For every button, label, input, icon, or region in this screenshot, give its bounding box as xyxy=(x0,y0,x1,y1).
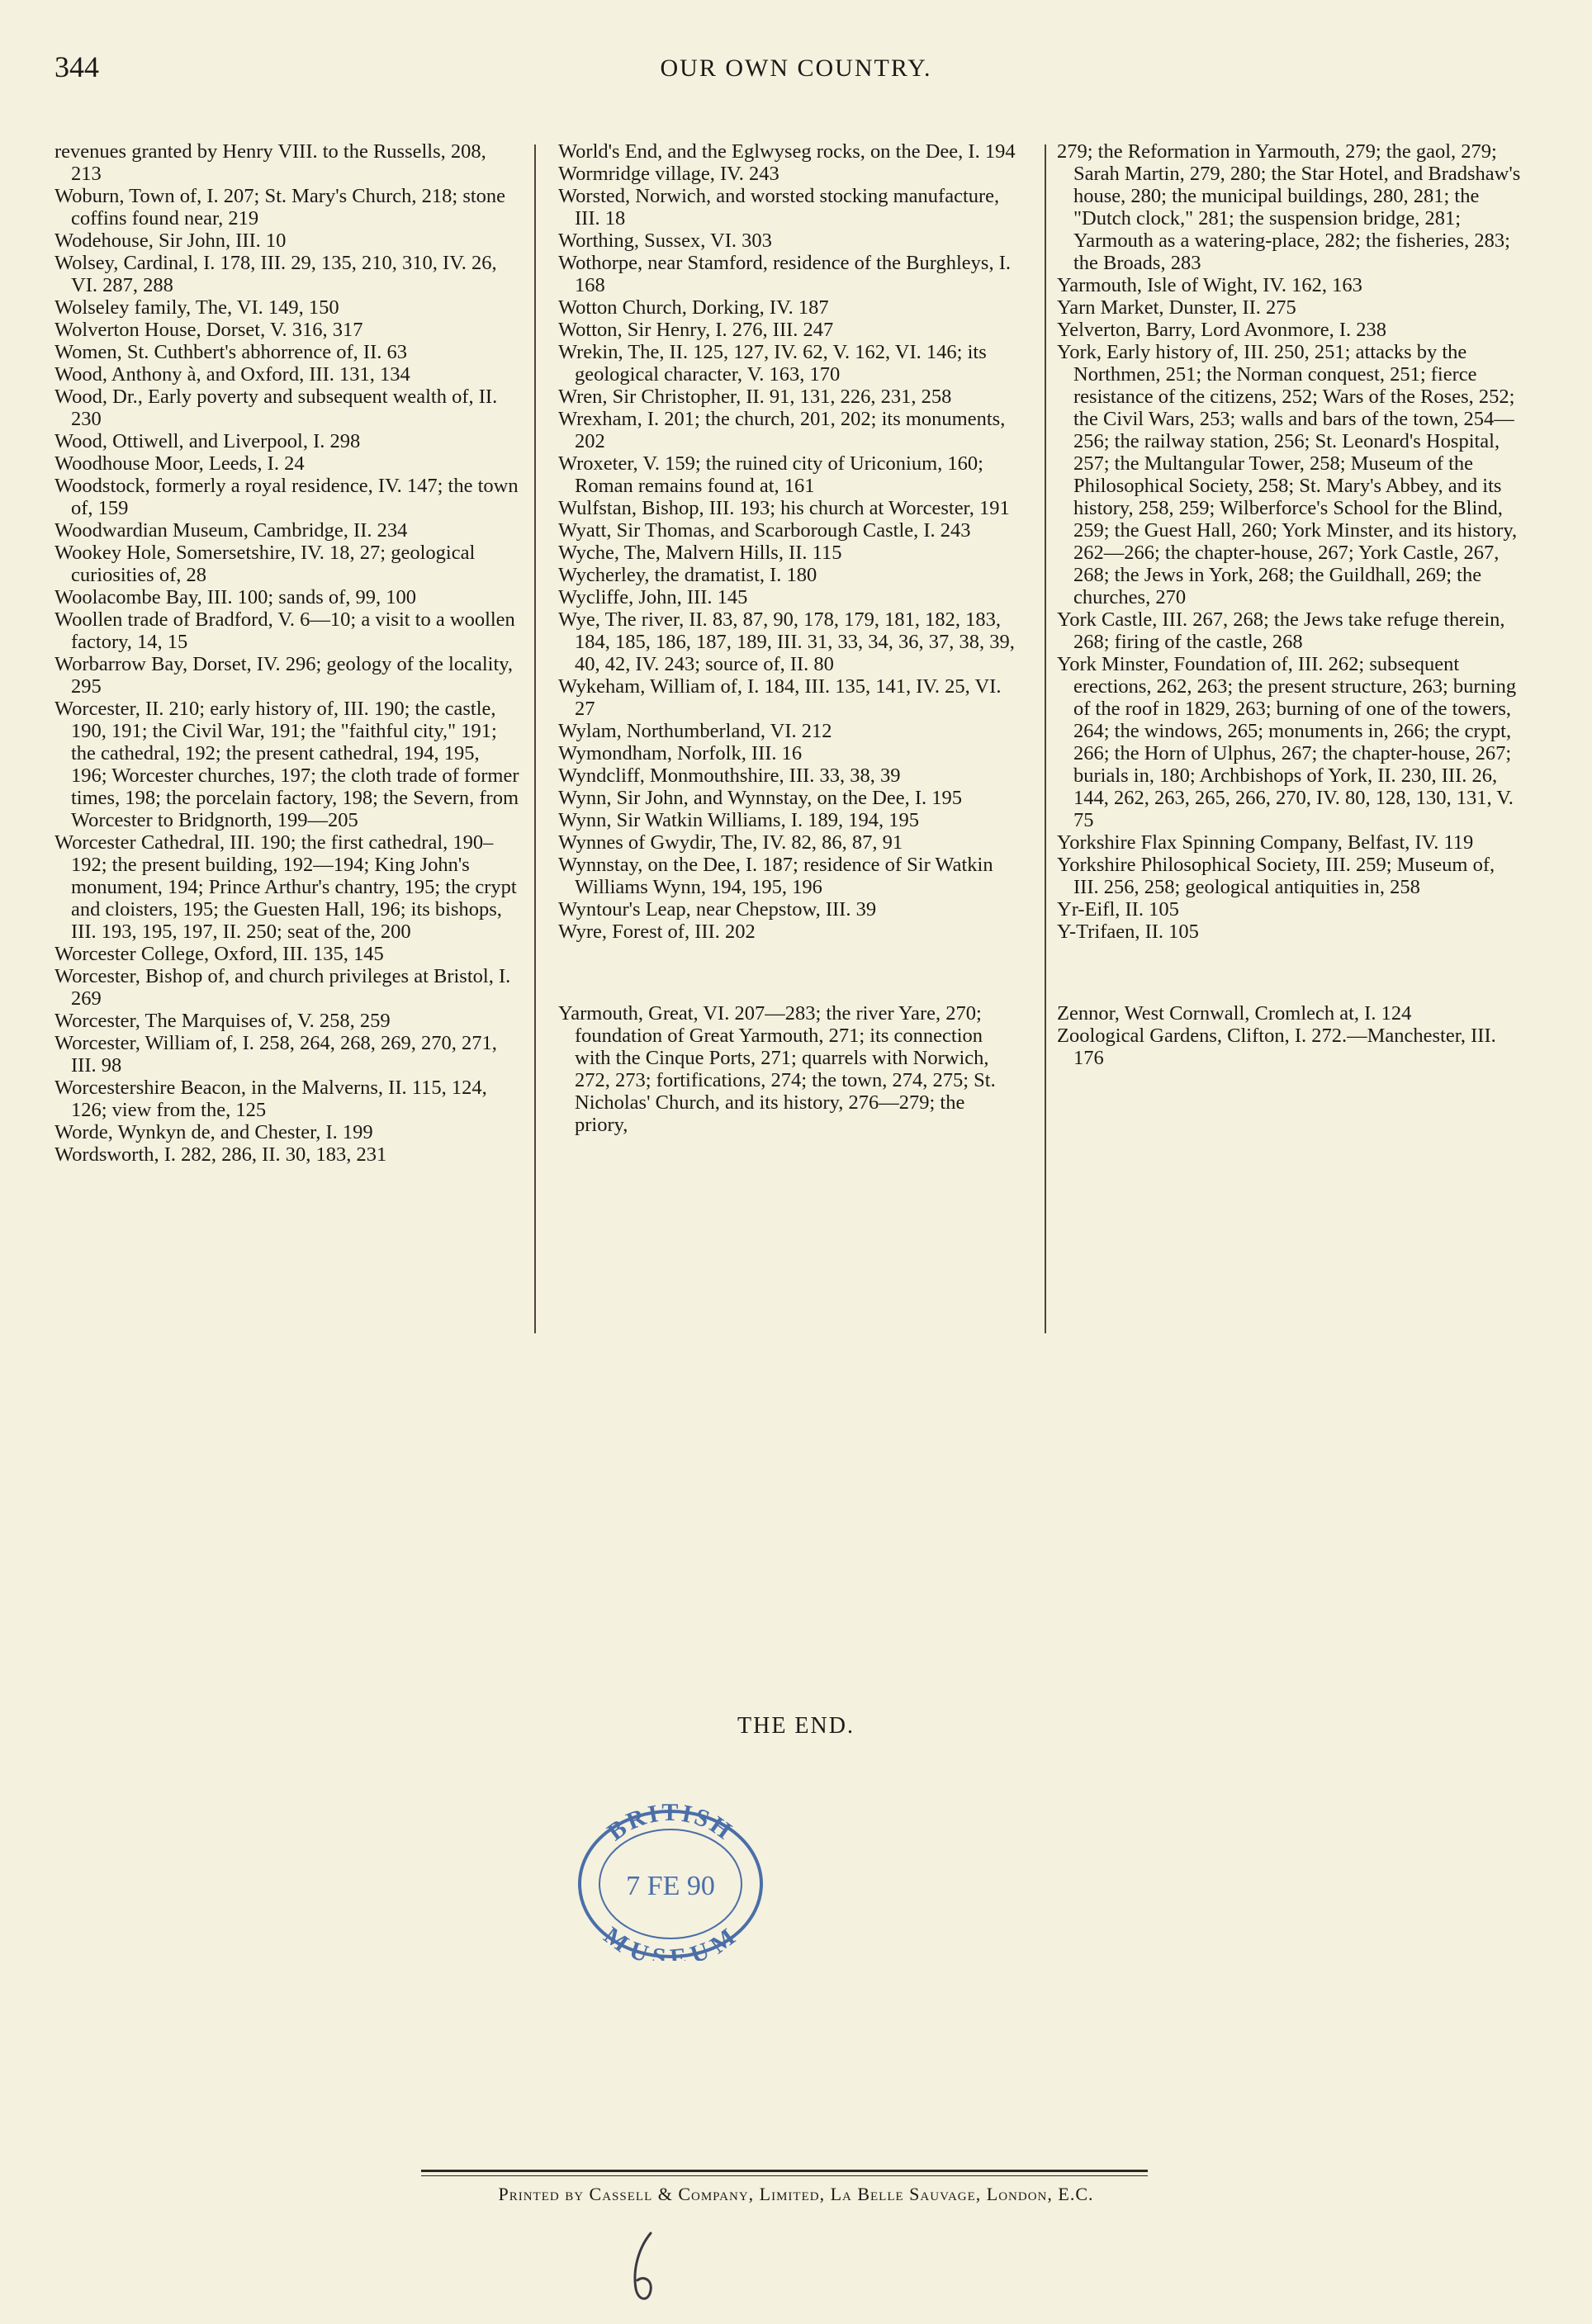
index-entry: Wyndcliff, Monmouthshire, III. 33, 38, 39 xyxy=(558,764,901,787)
index-entry: Wynnstay, on the Dee, I. 187; residence of Sir Watkin Williams Wynn, 194, 195, 196 xyxy=(558,854,993,898)
index-entry: World's End, and the Eglwyseg rocks, on the Dee, I. 194 xyxy=(558,140,1016,163)
index-entry: Yarmouth, Isle of Wight, IV. 162, 163 xyxy=(1057,274,1362,296)
index-entry: Woodhouse Moor, Leeds, I. 24 xyxy=(54,452,305,475)
index-entry: Wroxeter, V. 159; the ruined city of Uriconium, 160; Roman remains found at, 161 xyxy=(558,452,983,497)
index-entry: Woollen trade of Bradford, V. 6—10; a visit to a woollen factory, 14, 15 xyxy=(54,608,515,653)
index-entry: Women, St. Cuthbert's abhorrence of, II. 63 xyxy=(54,341,408,363)
index-entry: Worthing, Sussex, VI. 303 xyxy=(558,230,772,252)
index-entry: Wulfstan, Bishop, III. 193; his church at Worcester, 191 xyxy=(558,497,1010,519)
index-entry: Wodehouse, Sir John, III. 10 xyxy=(54,230,287,252)
stamp-top-text: BRITISH xyxy=(602,1804,739,1847)
imprint-rule-thin xyxy=(421,2175,1148,2176)
index-entry: Yelverton, Barry, Lord Avonmore, I. 238 xyxy=(1057,319,1386,341)
index-entry: revenues granted by Henry VIII. to the Russells, 208, 213 xyxy=(54,140,486,185)
index-entry: Yarmouth, Great, VI. 207—283; the river Yare, 270; foundation of Great Yarmouth, 271; its connection with the Cinque Ports, 271; quarrels with Norwich, 272, 273; fortifications, 274; the town, 274, 275; St. Nicholas' Church, and its history, 276—279; the priory, xyxy=(558,1002,996,1136)
stamp-top-text-group xyxy=(603,1804,739,1846)
index-entry: Worcester, II. 210; early history of, III. 190; the castle, 190, 191; the Civil War, 191; the "faithful city," 191; the cathedral, 192; the present cathedral, 194, 195, 196; Worcester churches, 197; the cloth trade of former times, 198; the porcelain factory, 198; the Severn, from Worcester to Bridgnorth, 199—205 xyxy=(54,698,519,831)
british-museum-stamp xyxy=(571,1804,770,1965)
index-entry: Zennor, West Cornwall, Cromlech at, I. 124 xyxy=(1057,1002,1412,1025)
index-entry: Worsted, Norwich, and worsted stocking manufacture, III. 18 xyxy=(558,185,1000,230)
index-entry: Woodstock, formerly a royal residence, IV. 147; the town of, 159 xyxy=(54,475,519,519)
index-entry: Wood, Dr., Early poverty and subsequent wealth of, II. 230 xyxy=(54,386,498,430)
section-gap-z xyxy=(1057,943,1521,1002)
index-entry: Worbarrow Bay, Dorset, IV. 296; geology of the locality, 295 xyxy=(54,653,514,698)
index-column-1 xyxy=(54,140,520,1166)
index-entry: Yorkshire Flax Spinning Company, Belfast, IV. 119 xyxy=(1057,831,1474,854)
column-rule-right xyxy=(1045,144,1046,1333)
index-entry: Wotton, Sir Henry, I. 276, III. 247 xyxy=(558,319,834,341)
running-head: OUR OWN COUNTRY. xyxy=(660,54,932,82)
stamp-bottom-text: MUSEUM xyxy=(599,1921,742,1961)
index-column-2 xyxy=(558,140,1021,1136)
index-entry: Wynnes of Gwydir, The, IV. 82, 86, 87, 91 xyxy=(558,831,903,854)
section-gap-y xyxy=(558,943,1021,1002)
index-entry: Wolverton House, Dorset, V. 316, 317 xyxy=(54,319,363,341)
index-entry: Woodwardian Museum, Cambridge, II. 234 xyxy=(54,519,408,542)
index-entry: Wrekin, The, II. 125, 127, IV. 62, V. 162, VI. 146; its geological character, V. 163, 170 xyxy=(558,341,987,386)
printer-imprint: Printed by Cassell & Company, Limited, La Belle Sauvage, London, E.C. xyxy=(498,2184,1094,2204)
index-entry: Woburn, Town of, I. 207; St. Mary's Church, 218; stone coffins found near, 219 xyxy=(54,185,506,230)
the-end: THE END. xyxy=(737,1713,855,1739)
index-entry: Worcestershire Beacon, in the Malverns, II. 115, 124, 126; view from the, 125 xyxy=(54,1077,487,1121)
index-entry: Wren, Sir Christopher, II. 91, 131, 226, 231, 258 xyxy=(558,386,952,408)
index-entry: Wyre, Forest of, III. 202 xyxy=(558,921,756,943)
index-entry: Worcester, Bishop of, and church privileges at Bristol, I. 269 xyxy=(54,965,511,1010)
index-entry: Worde, Wynkyn de, and Chester, I. 199 xyxy=(54,1121,373,1143)
index-entry: Wye, The river, II. 83, 87, 90, 178, 179, 181, 182, 183, 184, 185, 186, 187, 189, III. 31, 33, 34, 36, 37, 38, 39, 40, 42, IV. 243; source of, II. 80 xyxy=(558,608,1015,675)
index-entry: Wood, Anthony à, and Oxford, III. 131, 134 xyxy=(54,363,410,386)
index-entry: Wotton Church, Dorking, IV. 187 xyxy=(558,296,829,319)
index-entry: Zoological Gardens, Clifton, I. 272.—Manchester, III. 176 xyxy=(1057,1025,1496,1069)
index-entry: Wrexham, I. 201; the church, 201, 202; its monuments, 202 xyxy=(558,408,1006,452)
index-entry: Wolseley family, The, VI. 149, 150 xyxy=(54,296,339,319)
index-entry: Wynn, Sir Watkin Williams, I. 189, 194, 195 xyxy=(558,809,920,831)
index-entry: Y-Trifaen, II. 105 xyxy=(1057,921,1199,943)
index-entry: Wyche, The, Malvern Hills, II. 115 xyxy=(558,542,842,564)
index-entry: 279; the Reformation in Yarmouth, 279; the gaol, 279; Sarah Martin, 279, 280; the Star Hotel, and Bradshaw's house, 280; the municipal buildings, 280, 281; the "Dutch clock," 281; the suspension bridge, 281; Yarmouth as a watering-place, 282; the fisheries, 283; the Broads, 283 xyxy=(1057,140,1521,274)
stamp-bottom-text-group xyxy=(599,1922,742,1961)
index-entry: Wynn, Sir John, and Wynnstay, on the Dee, I. 195 xyxy=(558,787,963,809)
imprint-rule-thick xyxy=(421,2170,1148,2172)
stamp-icon xyxy=(571,1804,770,1961)
index-entry: Wykeham, William of, I. 184, III. 135, 141, IV. 25, VI. 27 xyxy=(558,675,1002,720)
index-entry: Worcester, William of, I. 258, 264, 268, 269, 270, 271, III. 98 xyxy=(54,1032,497,1077)
index-entry: Wordsworth, I. 282, 286, II. 30, 183, 231 xyxy=(54,1143,387,1166)
index-column-3 xyxy=(1057,140,1521,1069)
index-entry: Wormridge village, IV. 243 xyxy=(558,163,779,185)
index-entry: York, Early history of, III. 250, 251; attacks by the Northmen, 251; the Norman conquest, 251; fierce resistance of the citizens, 252; Wars of the Roses, 252; the Civil Wars, 253; walls and bars of the town, 254—256; the railway station, 256; St. Leonard's Hospital, 257; the Multangular Tower, 258; Museum of the Philosophical Society, 258; St. Mary's Abbey, and its history, 258, 259; Wilberforce's School for the Blind, 259; the Guest Hall, 260; York Minster, and its history, 262—266; the chapter-house, 267; York Castle, 267, 268; the Jews in York, 268; the Guildhall, 269; the churches, 270 xyxy=(1057,341,1518,608)
index-entry: Wymondham, Norfolk, III. 16 xyxy=(558,742,803,764)
handwritten-shelf-mark-icon xyxy=(628,2229,661,2307)
index-entry: Wycliffe, John, III. 145 xyxy=(558,586,748,608)
stamp-date: 7 FE 90 xyxy=(626,1871,715,1901)
index-entry: Yarn Market, Dunster, II. 275 xyxy=(1057,296,1296,319)
index-entry: York Minster, Foundation of, III. 262; subsequent erections, 262, 263; the present structure, 263; burning of the roof in 1829, 263; burning of one of the towers, 264; the windows, 265; monuments in, 266; the crypt, 266; the Horn of Ulphus, 267; the chapter-house, 267; burials in, 180; Archbishops of York, II. 230, III. 26, 144, 262, 263, 265, 266, 270, IV. 80, 128, 130, 131, V. 75 xyxy=(1057,653,1517,831)
index-entry: Yorkshire Philosophical Society, III. 259; Museum of, III. 256, 258; geological antiquities in, 258 xyxy=(1057,854,1495,898)
index-entry: Wylam, Northumberland, VI. 212 xyxy=(558,720,832,742)
index-entry: Wycherley, the dramatist, I. 180 xyxy=(558,564,817,586)
index-entry: Worcester College, Oxford, III. 135, 145 xyxy=(54,943,384,965)
index-entry: Wothorpe, near Stamford, residence of the Burghleys, I. 168 xyxy=(558,252,1011,296)
index-entry: Yr-Eifl, II. 105 xyxy=(1057,898,1179,921)
index-entry: Wolsey, Cardinal, I. 178, III. 29, 135, 210, 310, IV. 26, VI. 287, 288 xyxy=(54,252,497,296)
column-rule-left xyxy=(534,144,536,1333)
index-entry: Woolacombe Bay, III. 100; sands of, 99, 100 xyxy=(54,586,417,608)
index-entry: York Castle, III. 267, 268; the Jews take refuge therein, 268; firing of the castle, 268 xyxy=(1057,608,1505,653)
index-entry: Wyntour's Leap, near Chepstow, III. 39 xyxy=(558,898,877,921)
index-entry: Worcester, The Marquises of, V. 258, 259 xyxy=(54,1010,391,1032)
index-entry: Wood, Ottiwell, and Liverpool, I. 298 xyxy=(54,430,361,452)
index-entry: Wookey Hole, Somersetshire, IV. 18, 27; geological curiosities of, 28 xyxy=(54,542,476,586)
page-number: 344 xyxy=(54,50,99,83)
index-entry: Wyatt, Sir Thomas, and Scarborough Castle, I. 243 xyxy=(558,519,971,542)
index-entry: Worcester Cathedral, III. 190; the first cathedral, 190–192; the present building, 192—194; King John's monument, 194; Prince Arthur's chantry, 195; the crypt and cloisters, 195; the Guesten Hall, 196; its bishops, III. 193, 195, 197, II. 250; seat of the, 200 xyxy=(54,831,517,943)
